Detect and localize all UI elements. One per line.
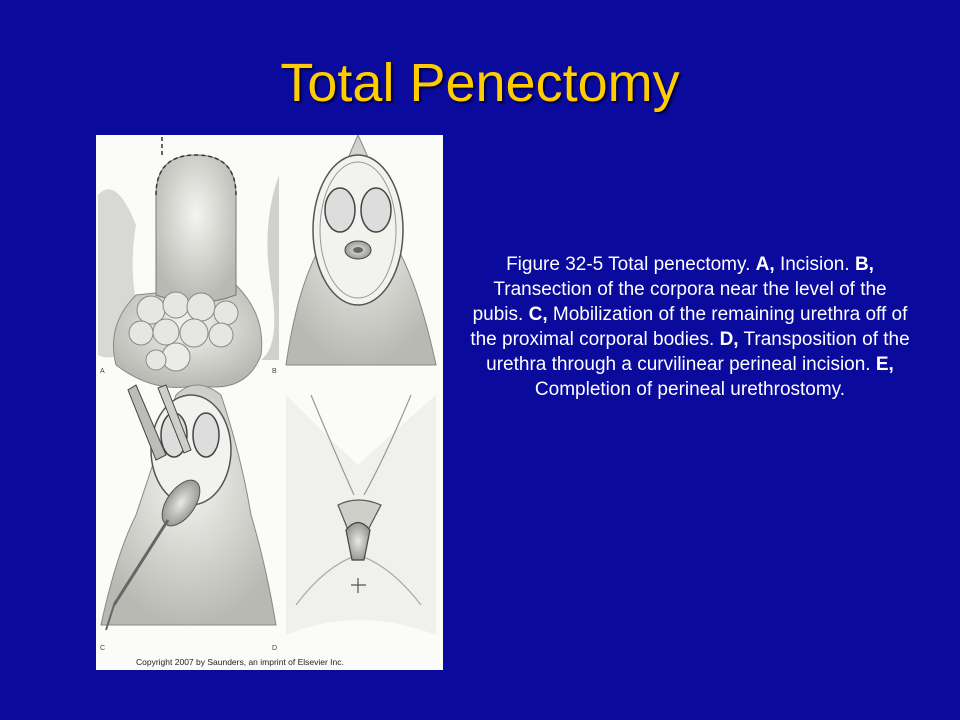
figure-caption: [470, 252, 910, 402]
surgical-illustration: [96, 135, 443, 670]
panel-c-drawing: [101, 385, 276, 630]
panel-b-drawing: [286, 135, 436, 365]
caption-label-c: C,: [528, 304, 548, 325]
caption-label-e: E,: [875, 354, 894, 375]
panel-a-drawing: [98, 135, 279, 388]
slide-title: Total Penectomy: [280, 53, 680, 113]
caption-text-e: Completion of perineal urethrostomy.: [534, 379, 846, 400]
copyright-text: Copyright 2007 by Saunders, an imprint of Elsevier Inc.: [136, 657, 344, 667]
caption-label-b: B,: [854, 254, 874, 275]
panel-b-label: B: [272, 368, 277, 375]
caption-label-a: A,: [755, 254, 775, 275]
caption-text-c: Mobilization of the remaining urethra off of the proximal corporal bodies.: [470, 304, 908, 350]
caption-intro: Figure 32-5 Total penectomy.: [506, 254, 756, 275]
panel-d-label: D: [272, 645, 278, 652]
caption-label-d: D,: [719, 329, 739, 350]
caption-text-a: Incision.: [774, 254, 855, 275]
panel-a-label: A: [100, 368, 105, 375]
caption-text-d: Transposition of the urethra through a curvilinear perineal incision.: [486, 329, 910, 375]
panel-d-drawing: [286, 395, 436, 635]
caption-text-b: Transection of the corpora near the level of the pubis.: [472, 279, 887, 325]
panel-c-label: C: [100, 645, 106, 652]
